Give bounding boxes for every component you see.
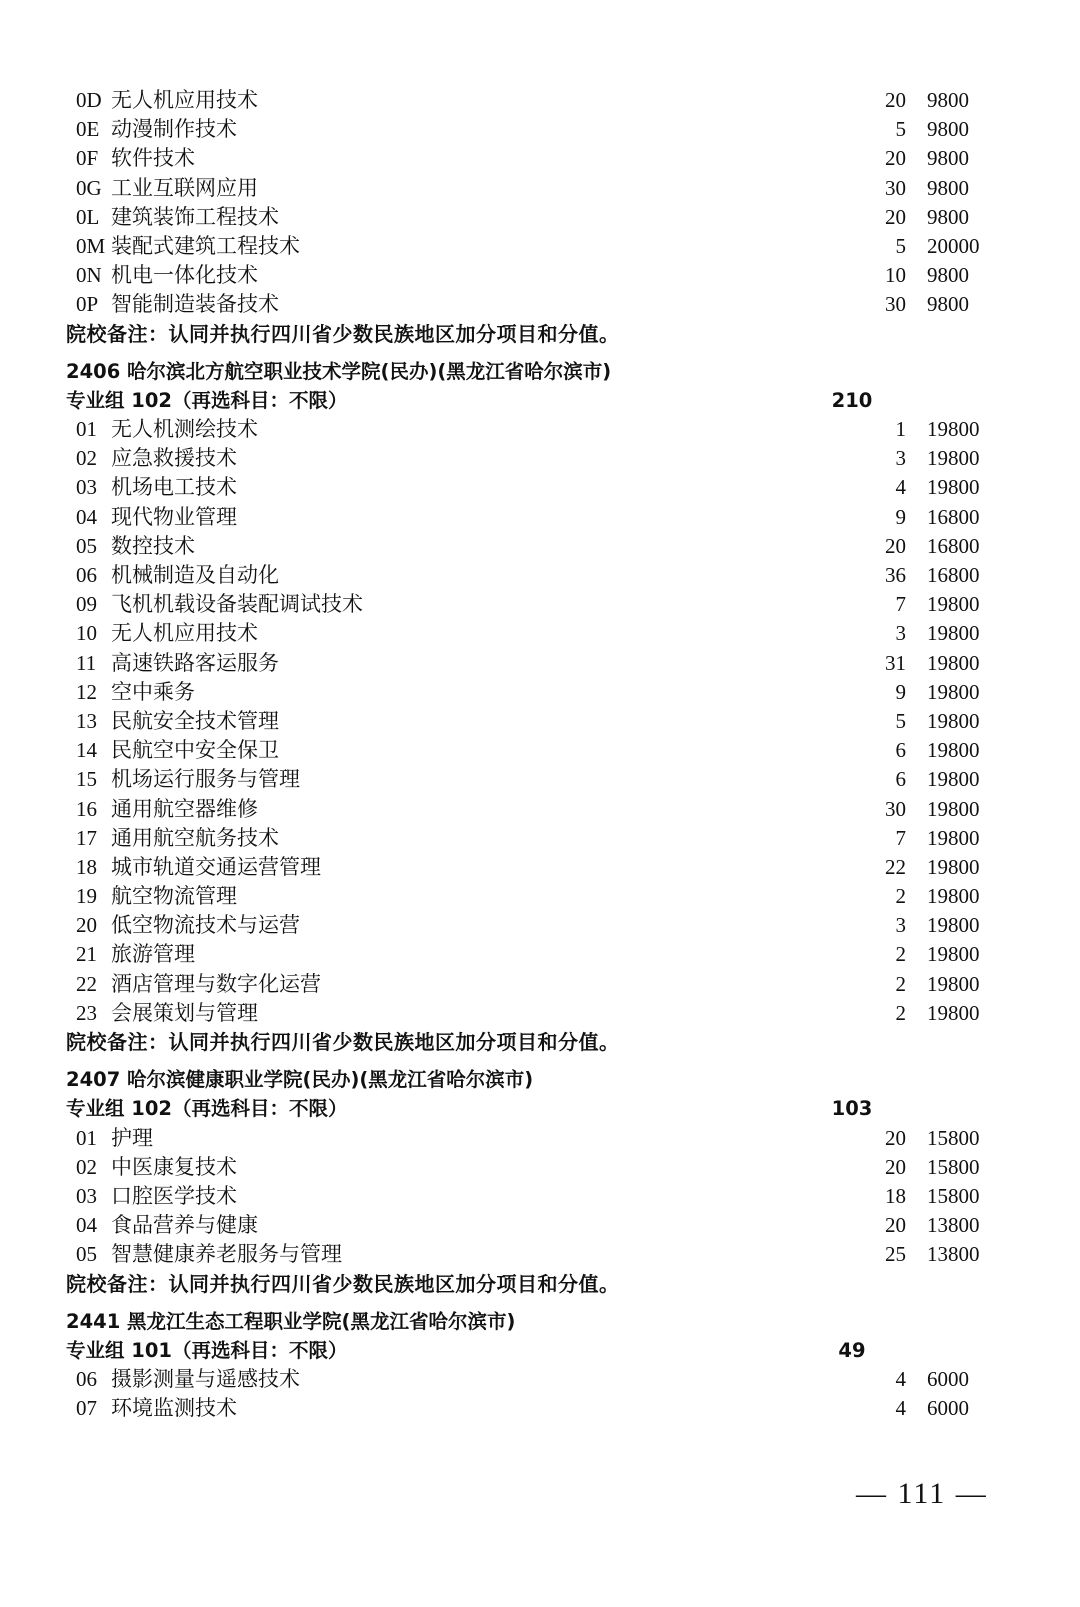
major-name: 航空物流管理 bbox=[111, 884, 237, 909]
major-plan-count: 20 bbox=[885, 1213, 906, 1238]
major-row bbox=[66, 649, 986, 678]
major-row bbox=[66, 473, 986, 502]
major-plan-count: 2 bbox=[895, 942, 906, 967]
major-code: 0P bbox=[76, 292, 99, 317]
major-code: 23 bbox=[76, 1000, 97, 1025]
major-plan-count: 36 bbox=[885, 563, 906, 587]
major-row bbox=[66, 795, 986, 824]
major-code: 0M bbox=[76, 233, 106, 258]
major-plan-count: 6 bbox=[895, 738, 906, 763]
page-number: — 111 — bbox=[856, 1477, 988, 1510]
major-name: 无人机应用技术 bbox=[111, 88, 258, 112]
major-plan-count: 7 bbox=[895, 825, 906, 850]
major-row bbox=[66, 765, 986, 794]
major-row bbox=[66, 203, 986, 232]
school-note-text: 院校备注：认同并执行四川省少数民族地区加分项目和分值。 bbox=[66, 1030, 620, 1054]
major-group-total: 49 bbox=[838, 1338, 866, 1362]
major-group-header bbox=[66, 1336, 986, 1365]
school-name: 2407 哈尔滨健康职业学院(民办)(黑龙江省哈尔滨市) bbox=[66, 1068, 534, 1092]
major-code: 22 bbox=[76, 971, 97, 996]
major-row bbox=[66, 1182, 986, 1211]
major-row bbox=[66, 115, 986, 144]
major-tuition-fee: 19800 bbox=[927, 738, 980, 763]
major-name: 旅游管理 bbox=[111, 942, 195, 967]
major-name: 会展策划与管理 bbox=[111, 1000, 258, 1025]
major-plan-count: 20 bbox=[885, 146, 906, 171]
major-plan-count: 3 bbox=[895, 621, 906, 646]
major-group-header bbox=[66, 1094, 986, 1123]
school-note-text: 院校备注：认同并执行四川省少数民族地区加分项目和分值。 bbox=[66, 321, 620, 346]
major-name: 机场电工技术 bbox=[111, 475, 237, 500]
major-name: 通用航空航务技术 bbox=[111, 825, 279, 850]
major-row bbox=[66, 261, 986, 290]
major-tuition-fee: 19800 bbox=[927, 650, 980, 675]
major-plan-count: 3 bbox=[895, 913, 906, 938]
school-note bbox=[66, 1270, 986, 1299]
major-row bbox=[66, 232, 986, 261]
major-tuition-fee: 15800 bbox=[927, 1125, 980, 1150]
major-plan-count: 30 bbox=[885, 796, 906, 821]
major-code: 07 bbox=[76, 1396, 97, 1421]
major-code: 21 bbox=[76, 942, 97, 967]
major-tuition-fee: 9800 bbox=[927, 146, 969, 171]
major-name: 机械制造及自动化 bbox=[111, 563, 279, 587]
major-group-total: 210 bbox=[831, 388, 873, 412]
major-row bbox=[66, 174, 986, 203]
major-row bbox=[66, 678, 986, 707]
major-row bbox=[66, 736, 986, 765]
major-plan-count: 20 bbox=[885, 1154, 906, 1179]
school-note bbox=[66, 1028, 986, 1057]
major-row bbox=[66, 911, 986, 940]
major-code: 01 bbox=[76, 417, 97, 442]
major-code: 03 bbox=[76, 1183, 97, 1208]
major-code: 19 bbox=[76, 884, 97, 909]
major-name: 护理 bbox=[111, 1125, 153, 1150]
major-plan-count: 2 bbox=[895, 971, 906, 996]
major-plan-count: 2 bbox=[895, 1000, 906, 1025]
major-code: 0N bbox=[76, 263, 102, 288]
major-plan-count: 30 bbox=[885, 175, 906, 200]
major-row bbox=[66, 561, 986, 590]
major-code: 17 bbox=[76, 825, 97, 850]
major-tuition-fee: 19800 bbox=[927, 796, 980, 821]
major-tuition-fee: 19800 bbox=[927, 825, 980, 850]
major-row bbox=[66, 290, 986, 319]
major-name: 摄影测量与遥感技术 bbox=[111, 1367, 300, 1392]
major-plan-count: 9 bbox=[895, 679, 906, 704]
major-row bbox=[66, 1240, 986, 1269]
major-row bbox=[66, 1394, 986, 1423]
school-header bbox=[66, 1065, 986, 1094]
major-code: 0D bbox=[76, 88, 102, 112]
major-name: 空中乘务 bbox=[111, 679, 195, 704]
school-name: 2406 哈尔滨北方航空职业技术学院(民办)(黑龙江省哈尔滨市) bbox=[66, 359, 612, 383]
major-code: 0F bbox=[76, 146, 99, 171]
major-name: 飞机机载设备装配调试技术 bbox=[111, 592, 363, 617]
major-name: 工业互联网应用 bbox=[111, 175, 258, 200]
major-code: 09 bbox=[76, 592, 97, 617]
major-tuition-fee: 9800 bbox=[927, 117, 969, 142]
major-row bbox=[66, 503, 986, 532]
major-row bbox=[66, 970, 986, 999]
major-group-label: 专业组 101（再选科目：不限） bbox=[66, 1338, 348, 1362]
major-code: 02 bbox=[76, 446, 97, 471]
major-name: 民航安全技术管理 bbox=[111, 708, 279, 733]
major-code: 05 bbox=[76, 533, 97, 558]
major-row bbox=[66, 1153, 986, 1182]
major-code: 01 bbox=[76, 1125, 97, 1150]
major-tuition-fee: 19800 bbox=[927, 1000, 980, 1025]
major-group-header bbox=[66, 386, 986, 415]
major-name: 环境监测技术 bbox=[111, 1396, 237, 1421]
major-tuition-fee: 20000 bbox=[927, 233, 980, 258]
major-plan-count: 20 bbox=[885, 1125, 906, 1150]
major-name: 智能制造装备技术 bbox=[111, 292, 279, 317]
major-name: 应急救援技术 bbox=[111, 446, 237, 471]
major-group-total: 103 bbox=[831, 1097, 873, 1121]
major-name: 机场运行服务与管理 bbox=[111, 767, 300, 792]
major-row bbox=[66, 532, 986, 561]
major-tuition-fee: 19800 bbox=[927, 708, 980, 733]
major-code: 16 bbox=[76, 796, 97, 821]
major-tuition-fee: 15800 bbox=[927, 1183, 980, 1208]
school-name: 2441 黑龙江生态工程职业学院(黑龙江省哈尔滨市) bbox=[66, 1309, 516, 1333]
major-code: 13 bbox=[76, 708, 97, 733]
major-row bbox=[66, 1365, 986, 1394]
major-row bbox=[66, 707, 986, 736]
major-plan-count: 5 bbox=[895, 233, 906, 258]
major-row bbox=[66, 824, 986, 853]
major-code: 04 bbox=[76, 504, 97, 529]
major-code: 03 bbox=[76, 475, 97, 500]
major-code: 0L bbox=[76, 204, 100, 229]
major-row bbox=[66, 999, 986, 1028]
major-code: 12 bbox=[76, 679, 97, 704]
major-tuition-fee: 6000 bbox=[927, 1367, 969, 1392]
major-tuition-fee: 19800 bbox=[927, 679, 980, 704]
major-code: 18 bbox=[76, 854, 97, 879]
major-tuition-fee: 13800 bbox=[927, 1213, 980, 1238]
major-tuition-fee: 9800 bbox=[927, 292, 969, 317]
major-row bbox=[66, 590, 986, 619]
major-tuition-fee: 15800 bbox=[927, 1154, 980, 1179]
major-plan-count: 7 bbox=[895, 592, 906, 617]
major-tuition-fee: 19800 bbox=[927, 913, 980, 938]
major-name: 数控技术 bbox=[111, 533, 195, 558]
major-name: 通用航空器维修 bbox=[111, 796, 258, 821]
major-tuition-fee: 19800 bbox=[927, 942, 980, 967]
major-name: 食品营养与健康 bbox=[111, 1213, 258, 1238]
major-name: 无人机应用技术 bbox=[111, 621, 258, 646]
major-plan-count: 20 bbox=[885, 204, 906, 229]
major-group-label: 专业组 102（再选科目：不限） bbox=[66, 388, 348, 412]
major-name: 装配式建筑工程技术 bbox=[111, 233, 300, 258]
major-plan-count: 4 bbox=[895, 475, 906, 500]
major-code: 04 bbox=[76, 1213, 97, 1238]
major-plan-count: 25 bbox=[885, 1242, 906, 1267]
major-name: 智慧健康养老服务与管理 bbox=[111, 1242, 342, 1267]
major-code: 11 bbox=[76, 650, 97, 675]
major-name: 无人机测绘技术 bbox=[111, 417, 258, 442]
major-tuition-fee: 13800 bbox=[927, 1242, 980, 1267]
major-code: 10 bbox=[76, 621, 97, 646]
major-plan-count: 20 bbox=[885, 88, 906, 112]
major-plan-count: 6 bbox=[895, 767, 906, 792]
major-name: 城市轨道交通运营管理 bbox=[111, 854, 321, 879]
major-tuition-fee: 9800 bbox=[927, 88, 969, 112]
major-plan-count: 4 bbox=[895, 1367, 906, 1392]
major-name: 高速铁路客运服务 bbox=[111, 650, 279, 675]
major-plan-count: 9 bbox=[895, 504, 906, 529]
major-name: 动漫制作技术 bbox=[111, 117, 237, 142]
major-name: 酒店管理与数字化运营 bbox=[111, 971, 321, 996]
major-plan-count: 30 bbox=[885, 292, 906, 317]
school-header bbox=[66, 1307, 986, 1336]
major-plan-count: 2 bbox=[895, 884, 906, 909]
major-tuition-fee: 9800 bbox=[927, 204, 969, 229]
major-tuition-fee: 9800 bbox=[927, 263, 969, 288]
major-tuition-fee: 16800 bbox=[927, 504, 980, 529]
school-note bbox=[66, 320, 986, 349]
major-plan-count: 31 bbox=[885, 650, 906, 675]
major-tuition-fee: 19800 bbox=[927, 417, 980, 442]
major-code: 14 bbox=[76, 738, 97, 763]
major-plan-count: 18 bbox=[885, 1183, 906, 1208]
major-plan-count: 1 bbox=[895, 417, 906, 442]
major-name: 低空物流技术与运营 bbox=[111, 913, 300, 938]
major-code: 06 bbox=[76, 563, 97, 587]
major-name: 软件技术 bbox=[111, 146, 195, 171]
major-tuition-fee: 19800 bbox=[927, 475, 980, 500]
major-plan-count: 5 bbox=[895, 708, 906, 733]
major-tuition-fee: 16800 bbox=[927, 563, 980, 587]
major-tuition-fee: 19800 bbox=[927, 884, 980, 909]
major-row bbox=[66, 1124, 986, 1153]
major-group-label: 专业组 102（再选科目：不限） bbox=[66, 1097, 348, 1121]
major-code: 02 bbox=[76, 1154, 97, 1179]
major-tuition-fee: 19800 bbox=[927, 854, 980, 879]
major-tuition-fee: 19800 bbox=[927, 621, 980, 646]
major-name: 民航空中安全保卫 bbox=[111, 738, 279, 763]
major-row bbox=[66, 415, 986, 444]
major-plan-count: 10 bbox=[885, 263, 906, 288]
major-row bbox=[66, 853, 986, 882]
major-plan-count: 22 bbox=[885, 854, 906, 879]
major-tuition-fee: 16800 bbox=[927, 533, 980, 558]
major-code: 05 bbox=[76, 1242, 97, 1267]
major-row bbox=[66, 619, 986, 648]
major-code: 20 bbox=[76, 913, 97, 938]
major-row bbox=[66, 882, 986, 911]
major-plan-count: 3 bbox=[895, 446, 906, 471]
major-plan-count: 20 bbox=[885, 533, 906, 558]
major-name: 口腔医学技术 bbox=[111, 1183, 237, 1208]
major-name: 现代物业管理 bbox=[111, 504, 237, 529]
major-name: 建筑装饰工程技术 bbox=[111, 204, 279, 229]
admissions-plan-document bbox=[66, 86, 986, 1423]
major-tuition-fee: 19800 bbox=[927, 592, 980, 617]
major-tuition-fee: 19800 bbox=[927, 446, 980, 471]
major-row bbox=[66, 444, 986, 473]
major-row bbox=[66, 1211, 986, 1240]
major-row bbox=[66, 144, 986, 173]
major-code: 15 bbox=[76, 767, 97, 792]
major-name: 中医康复技术 bbox=[111, 1154, 237, 1179]
major-code: 0G bbox=[76, 175, 102, 200]
major-code: 0E bbox=[76, 117, 100, 142]
major-row bbox=[66, 940, 986, 969]
school-header bbox=[66, 357, 986, 386]
major-tuition-fee: 19800 bbox=[927, 767, 980, 792]
major-row bbox=[66, 86, 986, 115]
major-tuition-fee: 9800 bbox=[927, 175, 969, 200]
school-note-text: 院校备注：认同并执行四川省少数民族地区加分项目和分值。 bbox=[66, 1271, 620, 1296]
major-plan-count: 5 bbox=[895, 117, 906, 142]
major-name: 机电一体化技术 bbox=[111, 263, 258, 288]
major-plan-count: 4 bbox=[895, 1396, 906, 1421]
major-tuition-fee: 6000 bbox=[927, 1396, 969, 1421]
major-code: 06 bbox=[76, 1367, 97, 1392]
major-tuition-fee: 19800 bbox=[927, 971, 980, 996]
